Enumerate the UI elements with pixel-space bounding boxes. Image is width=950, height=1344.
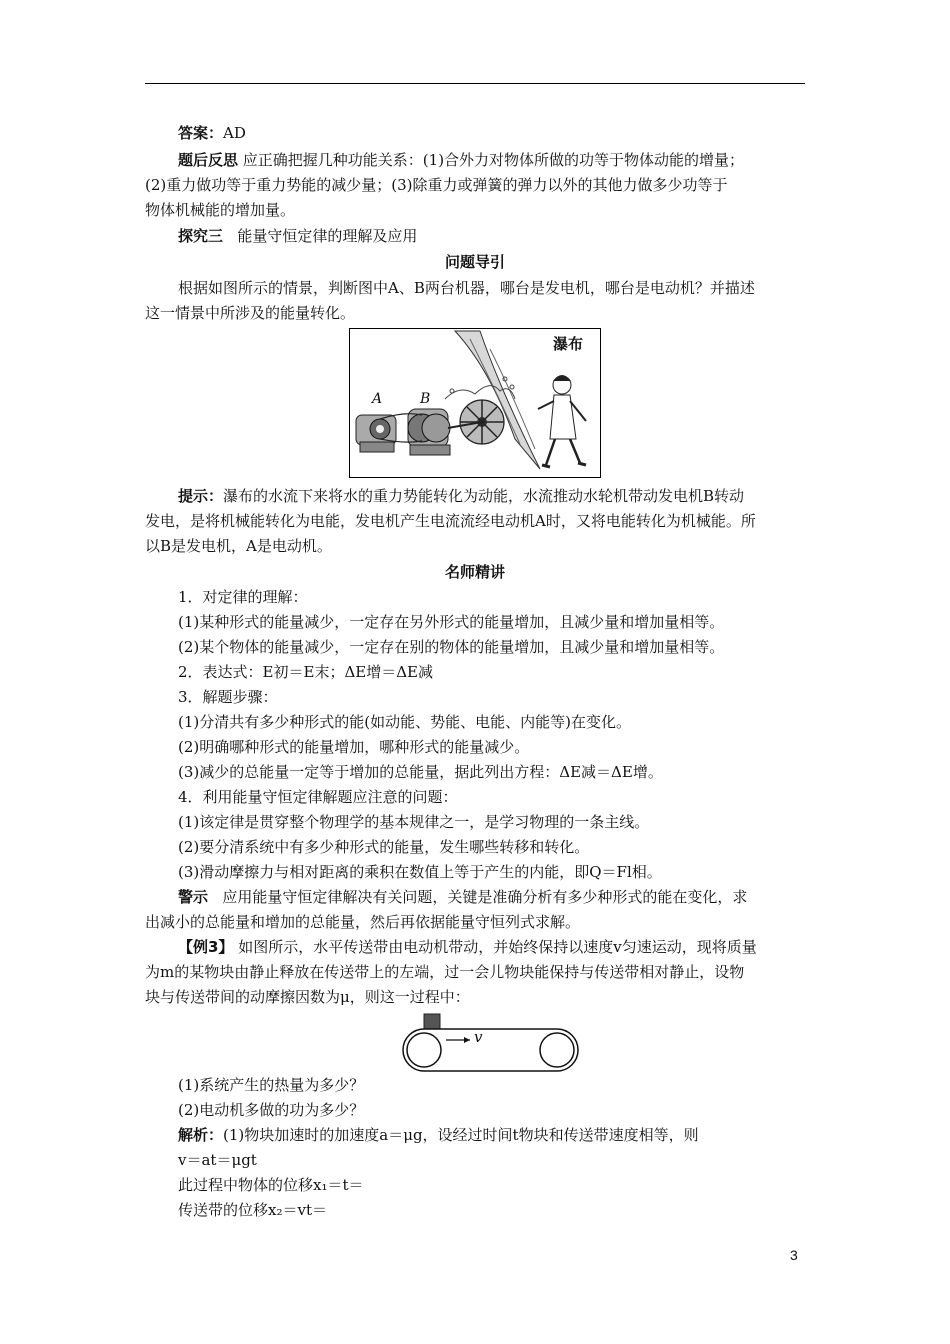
example-line-3: 块与传送带间的动摩擦因数为μ，则这一过程中： — [145, 988, 470, 1006]
reflection-label: 题后反思 — [178, 151, 239, 169]
velocity-label: v — [474, 1028, 483, 1046]
lecture-line: (1)某种形式的能量减少，一定存在另外形式的能量增加，且减少量和增加量相等。 — [178, 613, 725, 631]
example-text-1: 如图所示，水平传送带由电动机带动，并始终保持以速度v匀速运动，现将质量 — [238, 938, 757, 956]
reflection-line-3: 物体机械能的增加量。 — [145, 201, 296, 219]
block — [424, 1014, 440, 1029]
machine-a-label: A — [372, 391, 383, 407]
lecture-line: (2)某个物体的能量减少，一定存在别的物体的能量增加，且减少量和增加量相等。 — [178, 638, 725, 656]
waterfall-label: 瀑布 — [553, 335, 584, 353]
guide-line-1: 根据如图所示的情景，判断图中A、B两台机器，哪台是发电机，哪台是电动机？并描述 — [178, 279, 755, 297]
hint-line-2: 发电，是将机械能转化为电能，发电机产生电流流经电动机A时，又将电能转化为机械能。所 — [145, 512, 756, 530]
example-line-2: 为m的某物块由静止释放在传送带上的左端，过一会儿物块能保持与传送带相对静止，设物 — [145, 963, 745, 981]
answer-line — [178, 123, 246, 143]
lecture-line: (1)该定律是贯穿整个物理学的基本规律之一，是学习物理的一条主线。 — [178, 813, 650, 831]
machine-a — [356, 415, 396, 452]
example-label: 【例3】 — [178, 938, 234, 956]
guide-heading: 问题导引 — [444, 253, 505, 271]
hint-text-1: 瀑布的水流下来将水的重力势能转化为动能，水流推动水轮机带动发电机B转动 — [223, 487, 745, 505]
lecture-line: 3．解题步骤： — [178, 688, 278, 706]
hint-line-1 — [178, 486, 744, 506]
answer-value: AD — [223, 124, 246, 142]
right-roller — [540, 1033, 574, 1067]
warning-text-1: 应用能量守恒定律解决有关问题，关键是准确分析有多少种形式的能在变化，求 — [222, 888, 748, 906]
question-2: (2)电动机多做的功为多少？ — [178, 1101, 365, 1119]
header-rule — [145, 83, 805, 84]
section3-heading — [178, 226, 417, 246]
lecture-line: 4．利用能量守恒定律解题应注意的问题： — [178, 788, 458, 806]
left-roller — [407, 1033, 441, 1067]
solution-line-4: 传送带的位移x₂＝vt＝ — [178, 1201, 327, 1219]
scientist-figure — [538, 375, 586, 467]
conveyor-figure — [400, 1012, 580, 1072]
lecture-line: (2)明确哪种形式的能量增加，哪种形式的能量减少。 — [178, 738, 530, 756]
question-1: (1)系统产生的热量为多少？ — [178, 1076, 365, 1094]
machine-b-label: B — [420, 391, 431, 407]
warning-line-1 — [178, 887, 747, 907]
lecture-heading: 名师精讲 — [444, 563, 505, 581]
lecture-line: 1．对定律的理解： — [178, 588, 308, 606]
solution-line-2: v＝at＝μgt — [178, 1151, 257, 1169]
page-number: 3 — [790, 1247, 798, 1263]
reflection-text-1: 应正确把握几种功能关系：(1)合外力对物体所做的功等于物体动能的增量； — [242, 151, 745, 169]
lecture-line: (2)要分清系统中有多少种形式的能量，发生哪些转移和转化。 — [178, 838, 590, 856]
lecture-line: (3)减少的总能量一定等于增加的总能量，据此列出方程：ΔE减＝ΔE增。 — [178, 763, 663, 781]
solution-text-1: (1)物块加速时的加速度a＝μg，设经过时间t物块和传送带速度相等，则 — [223, 1126, 699, 1144]
example-line-1 — [178, 937, 757, 957]
hint-label: 提示： — [178, 487, 224, 505]
hint-line-3: 以B是发电机，A是电动机。 — [145, 537, 332, 555]
lecture-line: 2．表达式：E初＝E末；ΔE增＝ΔE减 — [178, 663, 434, 681]
warning-label: 警示 — [178, 888, 209, 906]
answer-label: 答案： — [178, 124, 224, 142]
reflection-line-1 — [178, 150, 744, 170]
machine-b — [408, 409, 450, 455]
guide-line-2: 这一情景中所涉及的能量转化。 — [145, 304, 356, 322]
warning-line-2: 出减小的总能量和增加的总能量，然后再依据能量守恒列式求解。 — [145, 913, 581, 931]
lecture-line: (3)滑动摩擦力与相对距离的乘积在数值上等于产生的内能，即Q＝Fl相。 — [178, 863, 662, 881]
solution-line-3: 此过程中物体的位移x₁＝t＝ — [178, 1176, 364, 1194]
section3-label: 探究三 — [178, 227, 224, 245]
lecture-line: (1)分清共有多少种形式的能(如动能、势能、电能、内能等)在变化。 — [178, 713, 631, 731]
solution-line-1 — [178, 1125, 699, 1145]
solution-label: 解析： — [178, 1126, 224, 1144]
waterfall-figure — [349, 328, 601, 478]
reflection-line-2: (2)重力做功等于重力势能的减少量；(3)除重力或弹簧的弹力以外的其他力做多少功等于 — [145, 176, 728, 194]
section3-title: 能量守恒定律的理解及应用 — [237, 227, 418, 245]
